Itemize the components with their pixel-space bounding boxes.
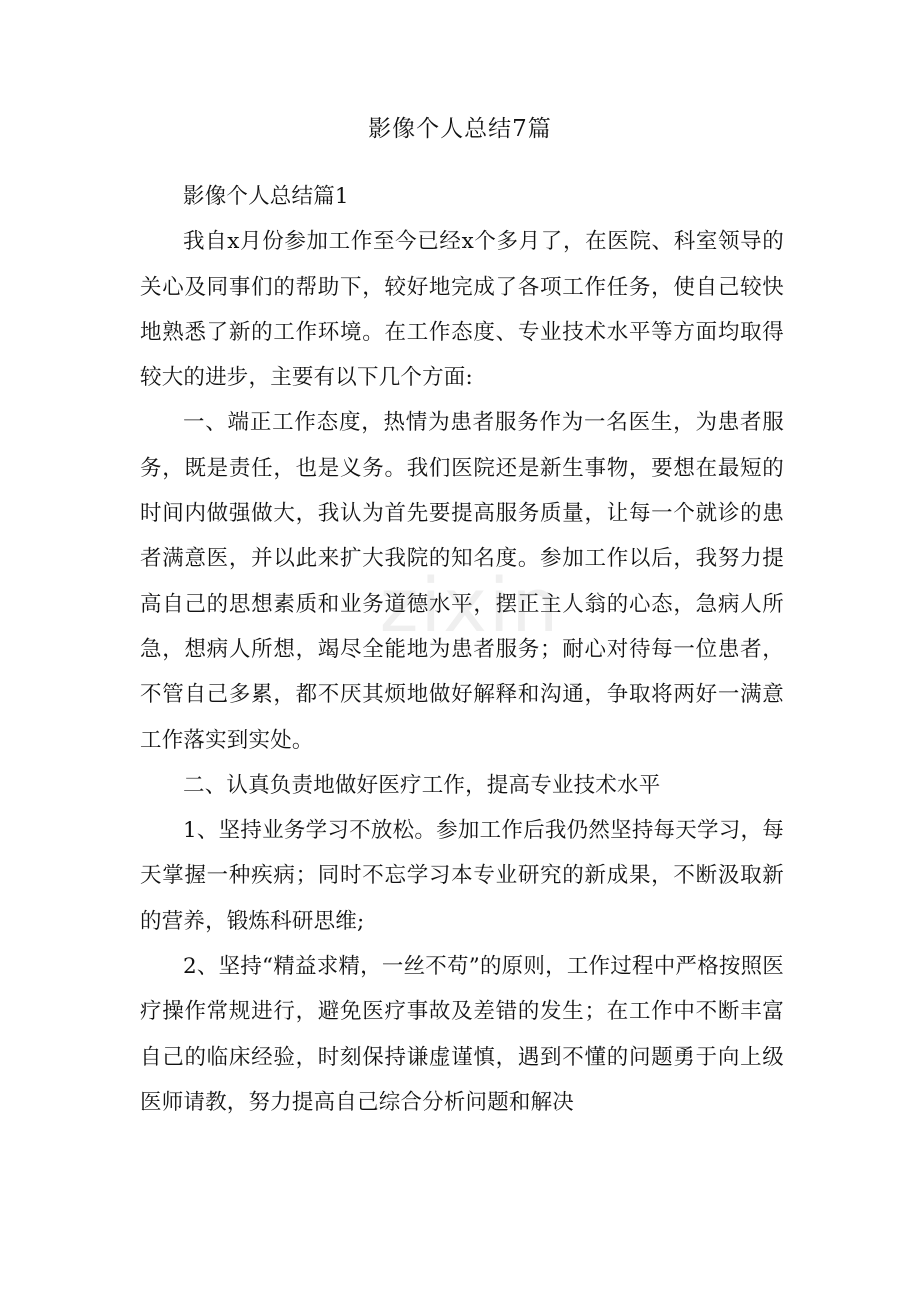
paragraph-intro: 我自x月份参加工作至今已经x个多月了，在医院、科室领导的关心及同事们的帮助下，较好地完成了各项工作任务，使自己较快地熟悉了新的工作环境。在工作态度、专业技术水平等方面均取得较大的进步，主要有以下几个方面: xyxy=(140,229,784,391)
paragraph-point-one: 一、端正工作态度，热情为患者服务作为一名医生，为患者服务，既是责任，也是义务。我们医院还是新生事物，要想在最短的时间内做强做大，我认为首先要提高服务质量，让每一个就诊的患者满意医，并以此来扩大我院的知名度。参加工作以后，我努力提高自己的思想素质和业务道德水平，摆正主人翁的心态，急病人所急，想病人所想，竭尽全能地为患者服务；耐心对待每一位患者，不管自己多累，都不厌其烦地做好解释和沟通，争取将两好一满意工作落实到实处。 xyxy=(140,410,784,753)
document-body xyxy=(140,174,784,1125)
paragraph-item-1: 1、坚持业务学习不放松。参加工作后我仍然坚持每天学习，每天掌握一种疾病；同时不忘学习本专业研究的新成果，不断汲取新的营养，锻炼科研思维; xyxy=(140,818,784,934)
paragraph-point-two-heading: 二、认真负责地做好医疗工作，提高专业技术水平 xyxy=(183,772,661,798)
paragraph-item-2: 2、坚持“精益求精，一丝不苟”的原则，工作过程中严格按照医疗操作常规进行，避免医疗事故及差错的发生；在工作中不断丰富自己的临床经验，时刻保持谦虚谨慎，遇到不懂的问题勇于向上级医师请教，努力提高自己综合分析问题和解决 xyxy=(140,954,784,1115)
document-title: 影像个人总结7篇 xyxy=(368,116,552,142)
watermark: zixin xyxy=(379,563,561,649)
section-heading: 影像个人总结篇1 xyxy=(183,184,349,209)
